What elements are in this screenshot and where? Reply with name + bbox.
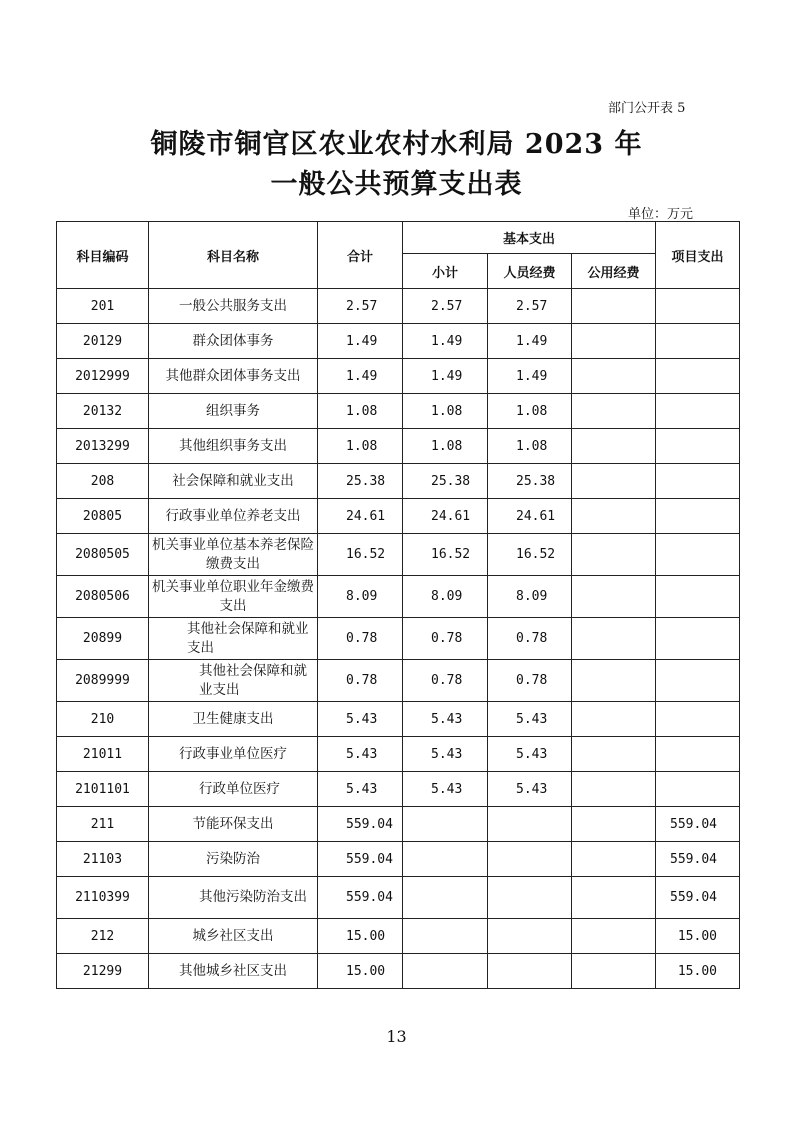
row-personnel-cell: 2.57 bbox=[488, 289, 572, 324]
row-project-cell: 559.04 bbox=[656, 807, 740, 842]
row-public-cell bbox=[572, 737, 656, 772]
row-code-cell: 20132 bbox=[57, 394, 149, 429]
row-total-cell: 1.08 bbox=[318, 429, 403, 464]
row-project-cell bbox=[656, 772, 740, 807]
row-code-cell: 2080505 bbox=[57, 534, 149, 576]
row-personnel-cell: 5.43 bbox=[488, 772, 572, 807]
row-subtotal-cell: 0.78 bbox=[403, 618, 488, 660]
row-project-cell bbox=[656, 289, 740, 324]
row-subtotal-cell: 1.49 bbox=[403, 359, 488, 394]
row-personnel-cell: 0.78 bbox=[488, 618, 572, 660]
header-personnel: 人员经费 bbox=[488, 254, 572, 289]
table-row bbox=[57, 618, 740, 660]
table-row bbox=[57, 534, 740, 576]
row-code-cell: 21011 bbox=[57, 737, 149, 772]
row-subtotal-cell: 8.09 bbox=[403, 576, 488, 618]
row-code-cell: 201 bbox=[57, 289, 149, 324]
row-name-cell: 节能环保支出 bbox=[149, 807, 318, 842]
row-name-cell: 机关事业单位基本养老保险缴费支出 bbox=[149, 534, 318, 576]
header-project-expenditure: 项目支出 bbox=[656, 222, 740, 289]
row-total-cell: 15.00 bbox=[318, 919, 403, 954]
row-name-cell: 群众团体事务 bbox=[149, 324, 318, 359]
row-public-cell bbox=[572, 618, 656, 660]
row-project-cell bbox=[656, 618, 740, 660]
row-project-cell bbox=[656, 394, 740, 429]
document-title-line-1: 铜陵市铜官区农业农村水利局 2023 年 bbox=[150, 129, 643, 160]
row-name-cell: 其他组织事务支出 bbox=[149, 429, 318, 464]
row-total-cell: 5.43 bbox=[318, 737, 403, 772]
row-total-cell: 0.78 bbox=[318, 618, 403, 660]
table-row bbox=[57, 660, 740, 702]
row-name-cell: 城乡社区支出 bbox=[149, 919, 318, 954]
table-row bbox=[57, 289, 740, 324]
row-total-cell: 2.57 bbox=[318, 289, 403, 324]
row-personnel-cell bbox=[488, 842, 572, 877]
row-public-cell bbox=[572, 324, 656, 359]
row-name-cell: 行政单位医疗 bbox=[149, 772, 318, 807]
row-total-cell: 1.49 bbox=[318, 359, 403, 394]
page-number: 13 bbox=[386, 1027, 407, 1046]
row-public-cell bbox=[572, 429, 656, 464]
row-personnel-cell: 1.49 bbox=[488, 324, 572, 359]
row-name-cell: 社会保障和就业支出 bbox=[149, 464, 318, 499]
row-public-cell bbox=[572, 807, 656, 842]
row-name-cell: 其他社会保障和就业支出 bbox=[149, 618, 318, 660]
row-subtotal-cell: 16.52 bbox=[403, 534, 488, 576]
row-total-cell: 1.08 bbox=[318, 394, 403, 429]
row-name-cell: 卫生健康支出 bbox=[149, 702, 318, 737]
table-row bbox=[57, 464, 740, 499]
row-project-cell bbox=[656, 359, 740, 394]
row-project-cell: 15.00 bbox=[656, 919, 740, 954]
row-subtotal-cell: 5.43 bbox=[403, 737, 488, 772]
row-code-cell: 211 bbox=[57, 807, 149, 842]
row-personnel-cell: 8.09 bbox=[488, 576, 572, 618]
row-total-cell: 0.78 bbox=[318, 660, 403, 702]
table-row bbox=[57, 877, 740, 919]
table-row bbox=[57, 429, 740, 464]
row-name-cell: 其他群众团体事务支出 bbox=[149, 359, 318, 394]
row-personnel-cell: 25.38 bbox=[488, 464, 572, 499]
row-public-cell bbox=[572, 772, 656, 807]
row-total-cell: 5.43 bbox=[318, 702, 403, 737]
header-code: 科目编码 bbox=[57, 222, 149, 289]
row-personnel-cell: 16.52 bbox=[488, 534, 572, 576]
table-row bbox=[57, 737, 740, 772]
row-personnel-cell: 1.08 bbox=[488, 429, 572, 464]
row-subtotal-cell: 1.08 bbox=[403, 394, 488, 429]
row-subtotal-cell: 1.08 bbox=[403, 429, 488, 464]
unit-label: 单位：万元 bbox=[628, 207, 694, 222]
row-code-cell: 2110399 bbox=[57, 877, 149, 919]
row-subtotal-cell bbox=[403, 919, 488, 954]
row-code-cell: 2013299 bbox=[57, 429, 149, 464]
row-code-cell: 2080506 bbox=[57, 576, 149, 618]
table-row bbox=[57, 842, 740, 877]
table-row bbox=[57, 576, 740, 618]
row-project-cell bbox=[656, 499, 740, 534]
row-subtotal-cell: 5.43 bbox=[403, 702, 488, 737]
row-total-cell: 25.38 bbox=[318, 464, 403, 499]
table-row bbox=[57, 394, 740, 429]
row-name-cell: 机关事业单位职业年金缴费支出 bbox=[149, 576, 318, 618]
row-project-cell: 559.04 bbox=[656, 842, 740, 877]
header-name: 科目名称 bbox=[149, 222, 318, 289]
row-subtotal-cell: 0.78 bbox=[403, 660, 488, 702]
row-subtotal-cell: 5.43 bbox=[403, 772, 488, 807]
row-code-cell: 20899 bbox=[57, 618, 149, 660]
row-name-cell: 其他污染防治支出 bbox=[149, 877, 318, 919]
row-subtotal-cell bbox=[403, 842, 488, 877]
table-body bbox=[57, 289, 740, 989]
row-code-cell: 20805 bbox=[57, 499, 149, 534]
row-project-cell bbox=[656, 464, 740, 499]
row-personnel-cell: 0.78 bbox=[488, 660, 572, 702]
row-subtotal-cell bbox=[403, 807, 488, 842]
table-row bbox=[57, 954, 740, 989]
row-personnel-cell: 24.61 bbox=[488, 499, 572, 534]
table-row bbox=[57, 772, 740, 807]
budget-expenditure-table bbox=[56, 221, 740, 989]
row-name-cell: 行政事业单位医疗 bbox=[149, 737, 318, 772]
row-name-cell: 一般公共服务支出 bbox=[149, 289, 318, 324]
row-name-cell: 其他城乡社区支出 bbox=[149, 954, 318, 989]
row-total-cell: 16.52 bbox=[318, 534, 403, 576]
row-public-cell bbox=[572, 499, 656, 534]
row-code-cell: 212 bbox=[57, 919, 149, 954]
row-project-cell bbox=[656, 576, 740, 618]
row-subtotal-cell: 1.49 bbox=[403, 324, 488, 359]
table-row bbox=[57, 359, 740, 394]
row-code-cell: 208 bbox=[57, 464, 149, 499]
row-public-cell bbox=[572, 702, 656, 737]
row-project-cell: 559.04 bbox=[656, 877, 740, 919]
row-total-cell: 559.04 bbox=[318, 807, 403, 842]
header-basic-expenditure: 基本支出 bbox=[403, 222, 656, 254]
row-name-cell: 组织事务 bbox=[149, 394, 318, 429]
row-public-cell bbox=[572, 359, 656, 394]
row-total-cell: 8.09 bbox=[318, 576, 403, 618]
row-personnel-cell: 5.43 bbox=[488, 737, 572, 772]
header-subtotal: 小计 bbox=[403, 254, 488, 289]
row-public-cell bbox=[572, 576, 656, 618]
row-personnel-cell: 1.08 bbox=[488, 394, 572, 429]
header-public: 公用经费 bbox=[572, 254, 656, 289]
row-public-cell bbox=[572, 877, 656, 919]
row-public-cell bbox=[572, 660, 656, 702]
row-personnel-cell bbox=[488, 807, 572, 842]
row-total-cell: 24.61 bbox=[318, 499, 403, 534]
table-row bbox=[57, 499, 740, 534]
table-row bbox=[57, 807, 740, 842]
row-project-cell bbox=[656, 702, 740, 737]
row-personnel-cell bbox=[488, 919, 572, 954]
row-name-cell: 其他社会保障和就业支出 bbox=[149, 660, 318, 702]
row-total-cell: 559.04 bbox=[318, 877, 403, 919]
row-personnel-cell bbox=[488, 877, 572, 919]
row-personnel-cell: 1.49 bbox=[488, 359, 572, 394]
row-public-cell bbox=[572, 394, 656, 429]
row-code-cell: 20129 bbox=[57, 324, 149, 359]
row-public-cell bbox=[572, 842, 656, 877]
row-subtotal-cell: 24.61 bbox=[403, 499, 488, 534]
row-total-cell: 5.43 bbox=[318, 772, 403, 807]
row-total-cell: 1.49 bbox=[318, 324, 403, 359]
row-project-cell: 15.00 bbox=[656, 954, 740, 989]
row-total-cell: 559.04 bbox=[318, 842, 403, 877]
row-code-cell: 21299 bbox=[57, 954, 149, 989]
row-public-cell bbox=[572, 954, 656, 989]
row-subtotal-cell: 2.57 bbox=[403, 289, 488, 324]
table-row bbox=[57, 324, 740, 359]
row-public-cell bbox=[572, 289, 656, 324]
row-public-cell bbox=[572, 919, 656, 954]
row-total-cell: 15.00 bbox=[318, 954, 403, 989]
row-project-cell bbox=[656, 429, 740, 464]
row-name-cell: 污染防治 bbox=[149, 842, 318, 877]
row-public-cell bbox=[572, 464, 656, 499]
row-subtotal-cell bbox=[403, 877, 488, 919]
row-subtotal-cell bbox=[403, 954, 488, 989]
row-code-cell: 2012999 bbox=[57, 359, 149, 394]
row-code-cell: 21103 bbox=[57, 842, 149, 877]
row-project-cell bbox=[656, 324, 740, 359]
document-title-line-2: 一般公共预算支出表 bbox=[270, 169, 523, 200]
row-personnel-cell: 5.43 bbox=[488, 702, 572, 737]
table-row bbox=[57, 919, 740, 954]
row-subtotal-cell: 25.38 bbox=[403, 464, 488, 499]
row-code-cell: 2089999 bbox=[57, 660, 149, 702]
table-number-label: 部门公开表 5 bbox=[608, 101, 686, 116]
row-public-cell bbox=[572, 534, 656, 576]
header-total: 合计 bbox=[318, 222, 403, 289]
row-project-cell bbox=[656, 737, 740, 772]
row-code-cell: 210 bbox=[57, 702, 149, 737]
row-personnel-cell bbox=[488, 954, 572, 989]
row-project-cell bbox=[656, 660, 740, 702]
row-code-cell: 2101101 bbox=[57, 772, 149, 807]
row-name-cell: 行政事业单位养老支出 bbox=[149, 499, 318, 534]
row-project-cell bbox=[656, 534, 740, 576]
table-row bbox=[57, 702, 740, 737]
